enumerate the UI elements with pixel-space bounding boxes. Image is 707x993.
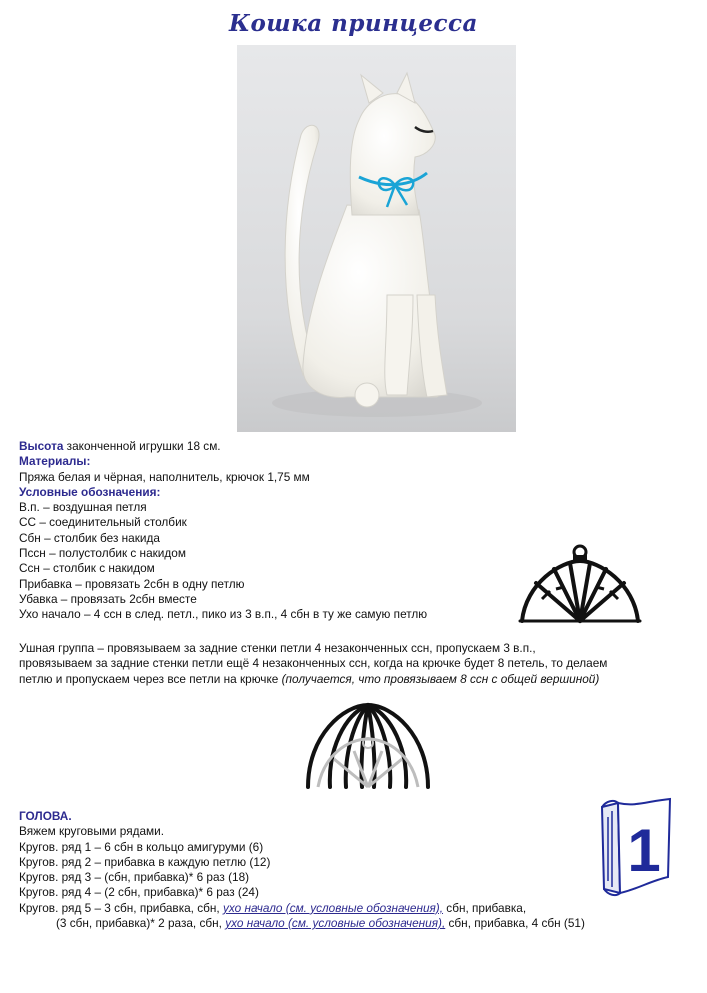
ear-group-note: (получается, что провязываем 8 ссн с общей вершиной) bbox=[281, 671, 600, 686]
page-number-badge bbox=[596, 797, 676, 897]
head-block bbox=[19, 809, 585, 931]
head-row-5 bbox=[19, 901, 585, 916]
cat-photo bbox=[237, 45, 516, 432]
legend-item: В.п. – воздушная петля bbox=[19, 500, 147, 515]
legend-label: Условные обозначения: bbox=[19, 484, 161, 499]
intro-block bbox=[19, 439, 427, 623]
ear-group-block bbox=[19, 641, 607, 687]
page-number: 1 bbox=[627, 817, 661, 884]
head-row-text: Кругов. ряд 5 – 3 сбн, прибавка, сбн, bbox=[19, 900, 223, 915]
head-row: Кругов. ряд 4 – (2 сбн, прибавка)* 6 раз (24) bbox=[19, 885, 259, 900]
head-row-text: (3 сбн, прибавка)* 2 раза, сбн, bbox=[56, 916, 226, 931]
legend-item: Пссн – полустолбик с накидом bbox=[19, 546, 186, 561]
ear-start-link[interactable]: ухо начало (см. условные обозначения), bbox=[222, 900, 444, 915]
page-title: Кошка принцесса bbox=[229, 10, 478, 37]
materials-text: Пряжа белая и чёрная, наполнитель, крючок 1,75 мм bbox=[19, 469, 310, 484]
ear-group-text: петлю и пропускаем через все петли на крючке bbox=[19, 671, 282, 686]
legend-item: СС – соединительный столбик bbox=[19, 515, 187, 530]
legend-item: Прибавка – провязать 2сбн в одну петлю bbox=[19, 576, 245, 591]
crochet-cat-image bbox=[237, 45, 516, 432]
head-row-5-cont bbox=[19, 916, 585, 931]
legend-item: Сбн – столбик без накида bbox=[19, 530, 160, 545]
head-row-text: сбн, прибавка, 4 сбн (51) bbox=[445, 916, 585, 931]
head-row-text: сбн, прибавка, bbox=[443, 900, 527, 915]
height-line bbox=[19, 439, 427, 454]
height-label: Высота bbox=[19, 439, 64, 453]
legend-item: Ссн – столбик с накидом bbox=[19, 561, 155, 576]
legend-item: Убавка – провязать 2сбн вместе bbox=[19, 591, 197, 606]
head-row: Кругов. ряд 2 – прибавка в каждую петлю (12) bbox=[19, 854, 271, 869]
head-label: ГОЛОВА. bbox=[19, 809, 72, 823]
ear-group-line: провязываем за задние стенки петли ещё 4 незаконченных ссн, когда на крючке будет 8 петель, то делаем bbox=[19, 656, 608, 671]
ear-group-diagram bbox=[304, 695, 432, 795]
ear-group-line bbox=[19, 672, 607, 687]
materials-label: Материалы: bbox=[19, 454, 91, 469]
head-row: Кругов. ряд 3 – (сбн, прибавка)* 6 раз (18) bbox=[19, 870, 250, 885]
ear-start-diagram bbox=[516, 543, 644, 625]
head-intro: Вяжем круговыми рядами. bbox=[19, 824, 165, 839]
ear-start-link[interactable]: ухо начало (см. условные обозначения), bbox=[225, 916, 446, 931]
height-text: законченной игрушки 18 см. bbox=[63, 439, 221, 453]
legend-item: Ухо начало – 4 ссн в след. петл., пико из 3 в.п., 4 сбн в ту же самую петлю bbox=[19, 607, 428, 622]
ear-group-line: Ушная группа – провязываем за задние стенки петли 4 незаконченных ссн, пропускаем 3 в.п., bbox=[19, 641, 536, 655]
head-row: Кругов. ряд 1 – 6 сбн в кольцо амигуруми (6) bbox=[19, 839, 264, 854]
